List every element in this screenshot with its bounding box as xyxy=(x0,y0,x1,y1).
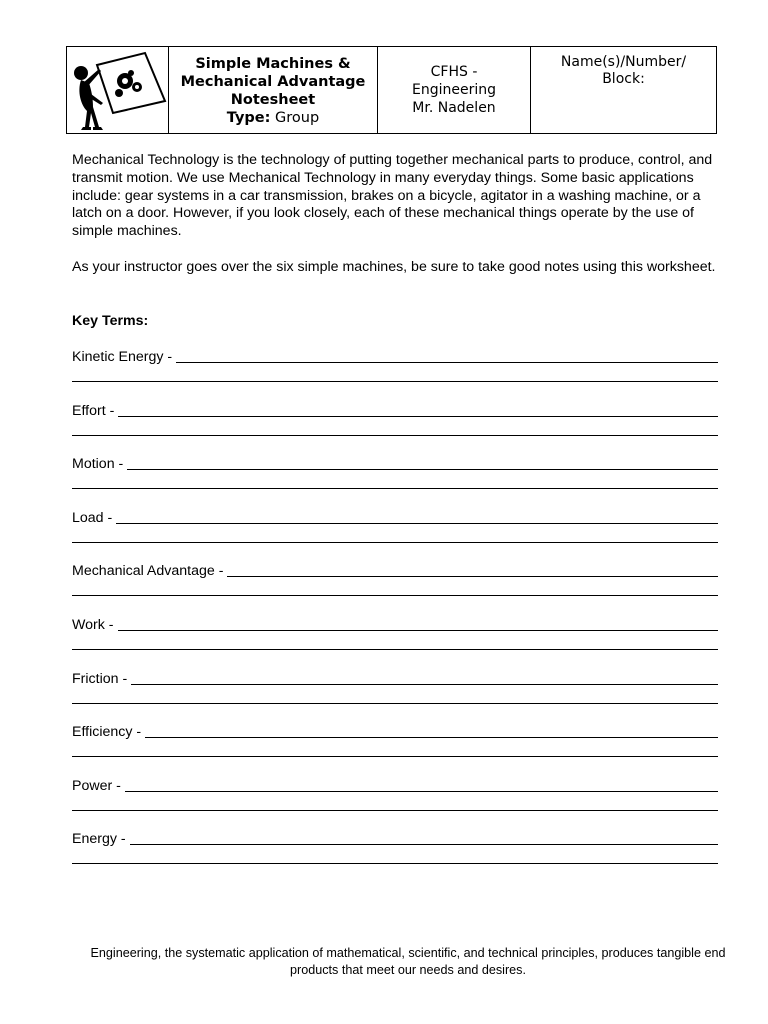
term-label: Friction - xyxy=(72,670,128,687)
answer-line xyxy=(72,756,718,757)
answer-line xyxy=(72,595,718,596)
school-cell xyxy=(378,47,531,133)
term-label: Power - xyxy=(72,777,121,794)
term-label: Energy - xyxy=(72,831,126,848)
title-cell xyxy=(169,47,378,133)
intro-section xyxy=(72,152,716,295)
term-item xyxy=(72,454,718,508)
answer-line xyxy=(72,435,718,436)
term-item xyxy=(72,401,718,455)
answer-line xyxy=(118,416,718,417)
key-terms-list xyxy=(72,347,718,883)
header-table xyxy=(66,46,717,134)
school-line-1: CFHS - xyxy=(430,64,478,80)
name-line-1: Name(s)/Number/ xyxy=(560,54,687,70)
type-line xyxy=(169,109,377,127)
term-item xyxy=(72,669,718,723)
term-label: Mechanical Advantage - xyxy=(72,563,224,580)
term-label: Kinetic Energy - xyxy=(72,349,173,365)
answer-line xyxy=(131,684,718,685)
footer-quote: Engineering, the systematic application of mathematical, scientific, and technical principles, produces tangible end products that meet our needs and desires. xyxy=(90,946,726,977)
answer-line xyxy=(72,703,718,704)
title-line-3: Notesheet xyxy=(230,92,316,108)
term-label: Motion - xyxy=(72,456,124,473)
term-item xyxy=(72,561,718,615)
term-item xyxy=(72,508,718,562)
answer-line xyxy=(125,791,718,792)
answer-line xyxy=(116,523,718,524)
term-label: Work - xyxy=(72,616,114,633)
term-label: Load - xyxy=(72,509,113,526)
answer-line xyxy=(176,362,718,363)
name-line-2: Block: xyxy=(602,71,645,87)
type-value: Group xyxy=(275,110,320,126)
term-label: Efficiency - xyxy=(72,724,142,741)
logo-cell xyxy=(67,47,169,133)
name-cell xyxy=(531,47,716,133)
answer-line xyxy=(118,630,718,631)
answer-line xyxy=(72,863,718,864)
answer-line xyxy=(130,844,718,845)
title-line-1: Simple Machines & xyxy=(195,56,351,72)
term-item xyxy=(72,776,718,830)
answer-line xyxy=(72,542,718,543)
term-item xyxy=(72,829,718,883)
type-label: Type: xyxy=(226,110,271,126)
term-item xyxy=(72,722,718,776)
answer-line xyxy=(145,737,718,738)
intro-paragraph-2: As your instructor goes over the six simple machines, be sure to take good notes using this worksheet. xyxy=(72,258,716,275)
term-item xyxy=(72,615,718,669)
intro-paragraph-1: Mechanical Technology is the technology of putting together mechanical parts to produce, control, and transmit motion. We use Mechanical Technology in many everyday things. Some basic applications include: gear systems in a car transmission, brakes on a bicycle, agitator in a washing machine, or a latch on a door. However, if you look closely, each of these mechanical things operate by the use of simple machines. xyxy=(72,152,713,240)
term-item xyxy=(72,347,718,401)
school-line-2: Engineering xyxy=(412,82,496,98)
answer-line xyxy=(72,381,718,382)
key-terms-heading: Key Terms: xyxy=(72,313,149,329)
answer-line xyxy=(72,810,718,811)
answer-line xyxy=(227,576,718,577)
engineer-logo-icon xyxy=(67,47,167,133)
answer-line xyxy=(72,649,718,650)
school-line-3: Mr. Nadelen xyxy=(412,100,496,116)
term-label: Effort - xyxy=(72,402,115,419)
answer-line xyxy=(127,469,718,470)
answer-line xyxy=(72,488,718,489)
title-line-2: Mechanical Advantage xyxy=(180,74,366,90)
